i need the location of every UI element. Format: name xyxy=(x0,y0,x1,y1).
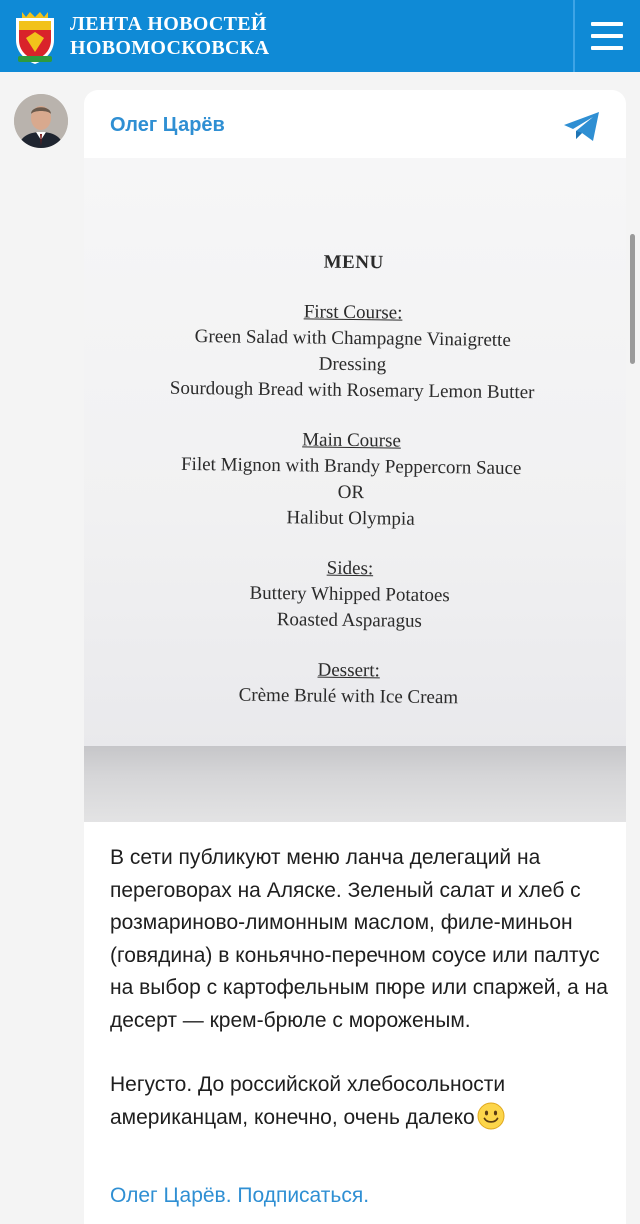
hamburger-menu-icon[interactable] xyxy=(585,16,629,56)
subscribe-link[interactable]: Олег Царёв. Подписаться. xyxy=(110,1184,370,1207)
site-title-line2: НОВОМОСКОВСКА xyxy=(70,37,270,59)
site-title-line1: ЛЕНТА НОВОСТЕЙ xyxy=(70,13,267,35)
course-item: Green Salad with Champagne Vinaigrette xyxy=(194,326,511,351)
post-paragraph-text: Негусто. До российской хлебосольности американцам, конечно, очень далеко xyxy=(110,1073,506,1129)
course-item: Crème Brulé with Ice Cream xyxy=(238,684,459,709)
post-author[interactable]: Олег Царёв xyxy=(110,114,225,136)
post-paragraph: В сети публикуют меню ланча делегаций на переговорах на Аляске. Зеленый салат и хлеб с розмариново-лимонным маслом, филе-миньон (говядина) в коньячно-перечном соусе или палтус на выбор с картофельным пюре или спаржей, а на десерт — крем-брюле с мороженым. xyxy=(110,846,608,1032)
site-header xyxy=(0,0,640,72)
course-item: Dressing xyxy=(318,353,387,376)
photo-table-surface xyxy=(84,746,626,822)
site-title[interactable] xyxy=(70,12,269,60)
header-divider xyxy=(573,0,575,72)
course-dessert xyxy=(84,655,620,714)
course-sides xyxy=(84,553,621,638)
course-item: Sourdough Bread with Rosemary Lemon Butter xyxy=(169,377,535,404)
post-photo[interactable] xyxy=(84,158,626,822)
course-main xyxy=(84,425,623,536)
course-heading: Dessert: xyxy=(317,659,380,682)
scrollbar[interactable] xyxy=(630,86,636,1224)
course-first xyxy=(84,297,624,408)
course-item: Roasted Asparagus xyxy=(276,609,423,632)
course-item: Filet Mignon with Brandy Peppercorn Sauce xyxy=(180,453,522,480)
smiling-face-icon xyxy=(477,1102,505,1130)
post-card xyxy=(84,90,626,1224)
city-coat-of-arms-icon[interactable] xyxy=(12,8,58,66)
scrollbar-thumb[interactable] xyxy=(630,234,635,364)
post-text xyxy=(110,842,610,1134)
course-item: OR xyxy=(337,481,365,504)
telegram-icon[interactable] xyxy=(562,110,602,144)
post-paragraph xyxy=(110,1069,610,1134)
course-heading: Main Course xyxy=(302,429,402,452)
avatar[interactable] xyxy=(14,94,68,148)
author-photo-icon xyxy=(14,94,68,148)
menu-title: MENU xyxy=(323,251,384,274)
course-item: Buttery Whipped Potatoes xyxy=(249,582,450,607)
course-heading: First Course: xyxy=(303,301,403,324)
course-heading: Sides: xyxy=(326,557,374,580)
course-item: Halibut Olympia xyxy=(286,507,415,530)
